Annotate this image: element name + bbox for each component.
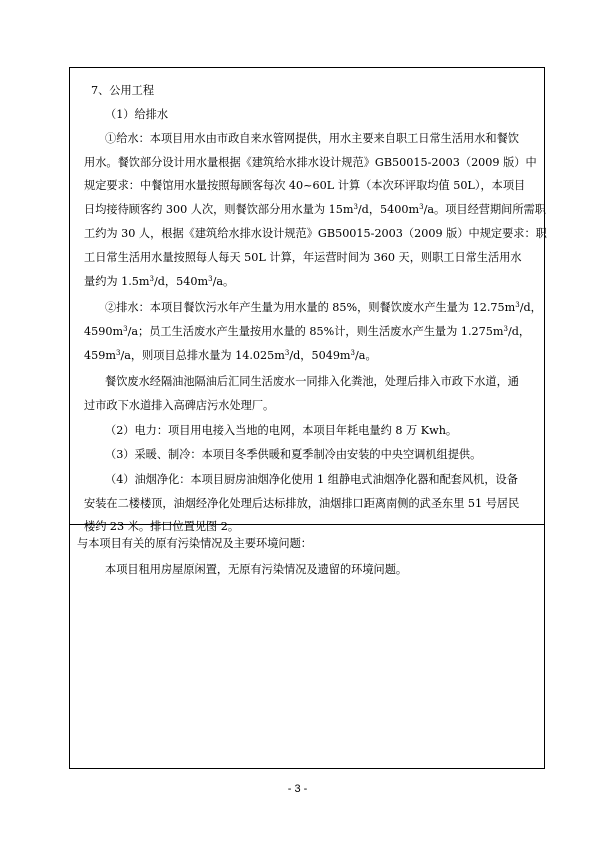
- text-seg: /a。: [212, 275, 235, 288]
- para-line: 规定要求：中餐馆用水量按照每顾客每次 40~60L 计算（本次环评取均值 50L），本项目: [84, 179, 526, 192]
- text-seg: ②排水：本项目餐饮污水年产生量为用水量的 85%，则餐饮废水产生量为 12.75m: [105, 301, 516, 314]
- text-seg: 日均接待顾客约 300 人次，则餐饮部分用水量为 15m: [84, 203, 354, 216]
- text-seg: /a；员工生活废水产生量按用水量的 85%计，则生活废水产生量为 1.275m: [127, 325, 504, 338]
- public-works-section: [70, 68, 547, 533]
- fume-line: （4）油烟净化：本项目厨房油烟净化使用 1 组静电式油烟净化器和配套风机，设备: [105, 473, 518, 486]
- superscript: 3: [350, 349, 356, 357]
- para-line: [84, 275, 234, 289]
- para-line: [84, 325, 530, 339]
- para-line: ①给水：本项目用水由市政自来水管网提供，用水主要来自职工日常生活用水和餐饮: [105, 132, 519, 145]
- text-seg: 量约为 1.5m: [84, 275, 150, 288]
- page-number: - 3 -: [287, 783, 308, 795]
- text-seg: /d，: [519, 301, 542, 314]
- para-line: 楼约 23 米。排口位置见图 2。: [84, 520, 240, 533]
- heading-public-works: 7、公用工程: [91, 84, 155, 97]
- superscript: 3: [515, 301, 520, 309]
- electricity-line: （2）电力：项目用电接入当地的电网，本项目年耗电量约 8 万 Kwh。: [105, 424, 458, 437]
- superscript: 3: [208, 275, 213, 283]
- para-line: 过市政下水道排入高碑店污水处理厂。: [84, 399, 275, 412]
- para-line: 工约为 30 人，根据《建筑给水排水设计规范》GB50015-2003（2009 版）中规定要求：职: [84, 227, 547, 240]
- superscript: 3: [419, 203, 424, 211]
- text-seg: /d，: [507, 325, 531, 338]
- text-seg: 459m: [84, 349, 116, 362]
- para-line: 餐饮废水经隔油池隔油后汇同生活废水一同排入化粪池，处理后排入市政下水道，通: [105, 375, 519, 388]
- pollution-section: [70, 525, 544, 768]
- superscript: 3: [149, 275, 154, 283]
- text-seg: /d，540m: [154, 275, 209, 288]
- form-table: [69, 67, 545, 769]
- heating-line: （3）采暖、制冷：本项目冬季供暖和夏季制冷由安装的中央空调机组提供。: [105, 448, 482, 461]
- para-line: 用水。餐饮部分设计用水量根据《建筑给水排水设计规范》GB50015-2003（2009 版）中: [84, 156, 537, 169]
- text-seg: /a。: [355, 349, 377, 362]
- text-seg: 4590m: [84, 325, 124, 338]
- para-line: [84, 349, 377, 363]
- text-seg: /d，5049m: [289, 349, 351, 362]
- superscript: 3: [284, 349, 290, 357]
- superscript: 3: [503, 325, 508, 333]
- text-seg: /d，5400m: [357, 203, 420, 216]
- superscript: 3: [123, 325, 128, 333]
- pollution-title: 与本项目有关的原有污染情况及主要环境问题：: [77, 537, 312, 550]
- para-line: 工日常生活用水量按照每人每天 50L 计算，年运营时间为 360 天，则职工日常生活用水: [84, 251, 522, 264]
- para-line: [105, 301, 542, 315]
- superscript: 3: [115, 349, 121, 357]
- subheading-water: （1）给排水: [105, 108, 169, 121]
- text-seg: /a，则项目总排水量为 14.025m: [120, 349, 285, 362]
- para-line: [84, 203, 546, 217]
- superscript: 3: [353, 203, 358, 211]
- para-line: 安装在二楼楼顶，油烟经净化处理后达标排放，油烟排口距离南侧的武圣东里 51 号居民: [84, 497, 520, 510]
- text-seg: /a。项目经营期间所需职: [423, 203, 546, 216]
- pollution-body: 本项目租用房屋原闲置，无原有污染情况及遗留的环境问题。: [105, 563, 408, 576]
